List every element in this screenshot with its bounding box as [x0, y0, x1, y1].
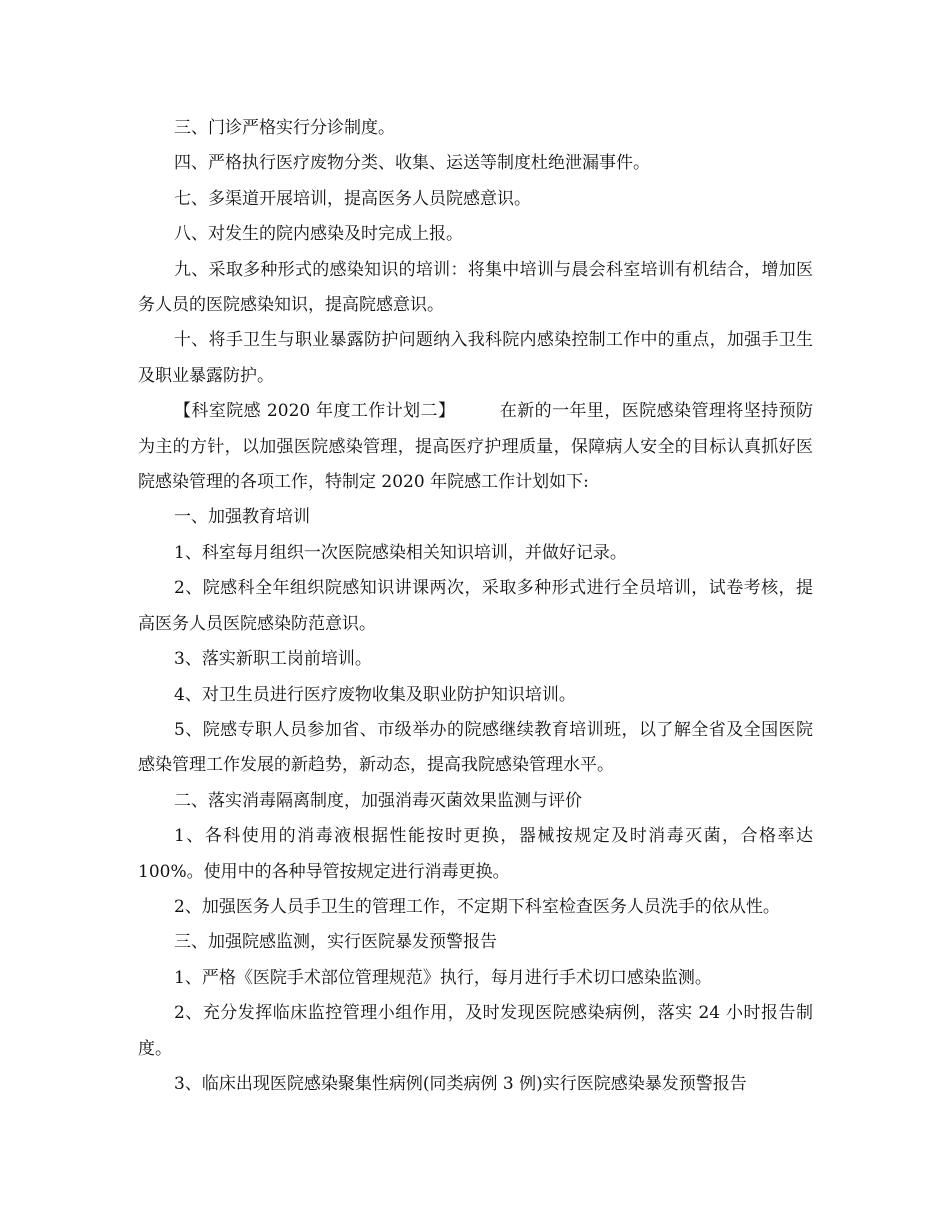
paragraph-8: 一、加强教育培训 [174, 507, 310, 528]
paragraph-10: 2、院感科全年组织院感知识讲课两次，采取多种形式进行全员培训，试卷考核，提高医务人员医院感染防范意识。 [138, 578, 813, 634]
paragraph-20: 3、临床出现医院感染聚集性病例(同类病例 3 例)实行医院感染暴发预警报告 [174, 1073, 747, 1094]
paragraph-3: 七、多渠道开展培训，提高医务人员院感意识。 [174, 188, 531, 209]
paragraph-16: 2、加强医务人员手卫生的管理工作，不定期下科室检查医务人员洗手的依从性。 [174, 896, 780, 917]
section-intro-text: 在新的一年里，医院感染管理将坚持预防为主的方针，以加强医院感染管理，提高医疗护理质量，保障病人安全的目标认真抓好医院感染管理的各项工作，特制定 2020 年院感工作计划如下: [138, 401, 813, 493]
paragraph-14: 二、落实消毒隔离制度，加强消毒灭菌效果监测与评价 [174, 790, 582, 811]
paragraph-4: 八、对发生的院内感染及时完成上报。 [174, 224, 463, 245]
paragraph-19: 2、充分发挥临床监控管理小组作用，及时发现医院感染病例，落实 24 小时报告制度。 [138, 1003, 813, 1059]
document-body [138, 111, 813, 1102]
paragraph-13: 5、院感专职人员参加省、市级举办的院感继续教育培训班，以了解全省及全国医院感染管理工作发展的新趋势，新动态，提高我院感染管理水平。 [138, 719, 813, 776]
paragraph-1: 三、门诊严格实行分诊制度。 [174, 118, 395, 138]
paragraph-15: 1、各科使用的消毒液根据性能按时更换，器械按规定及时消毒灭菌，合格率达 100%。使用中的各种导管按规定进行消毒更换。 [138, 826, 813, 882]
paragraph-11: 3、落实新职工岗前培训。 [174, 649, 372, 670]
section-heading: 【科室院感 2020 年度工作计划二】 [174, 401, 456, 422]
paragraph-12: 4、对卫生员进行医疗废物收集及职业防护知识培训。 [174, 684, 576, 705]
paragraph-18: 1、严格《医院手术部位管理规范》执行，每月进行手术切口感染监测。 [174, 967, 712, 988]
paragraph-9: 1、科室每月组织一次医院感染相关知识培训，并做好记录。 [174, 542, 627, 563]
paragraph-17: 三、加强院感监测，实行医院暴发预警报告 [174, 932, 497, 953]
paragraph-6: 十、将手卫生与职业暴露防护问题纳入我科院内感染控制工作中的重点，加强手卫生及职业暴露防护。 [138, 330, 813, 386]
paragraph-7-plan-two [138, 394, 813, 500]
paragraph-5: 九、采取多种形式的感染知识的培训：将集中培训与晨会科室培训有机结合，增加医务人员的医院感染知识，提高院感意识。 [138, 259, 813, 316]
paragraph-2: 四、严格执行医疗废物分类、收集、运送等制度杜绝泄漏事件。 [174, 153, 650, 174]
